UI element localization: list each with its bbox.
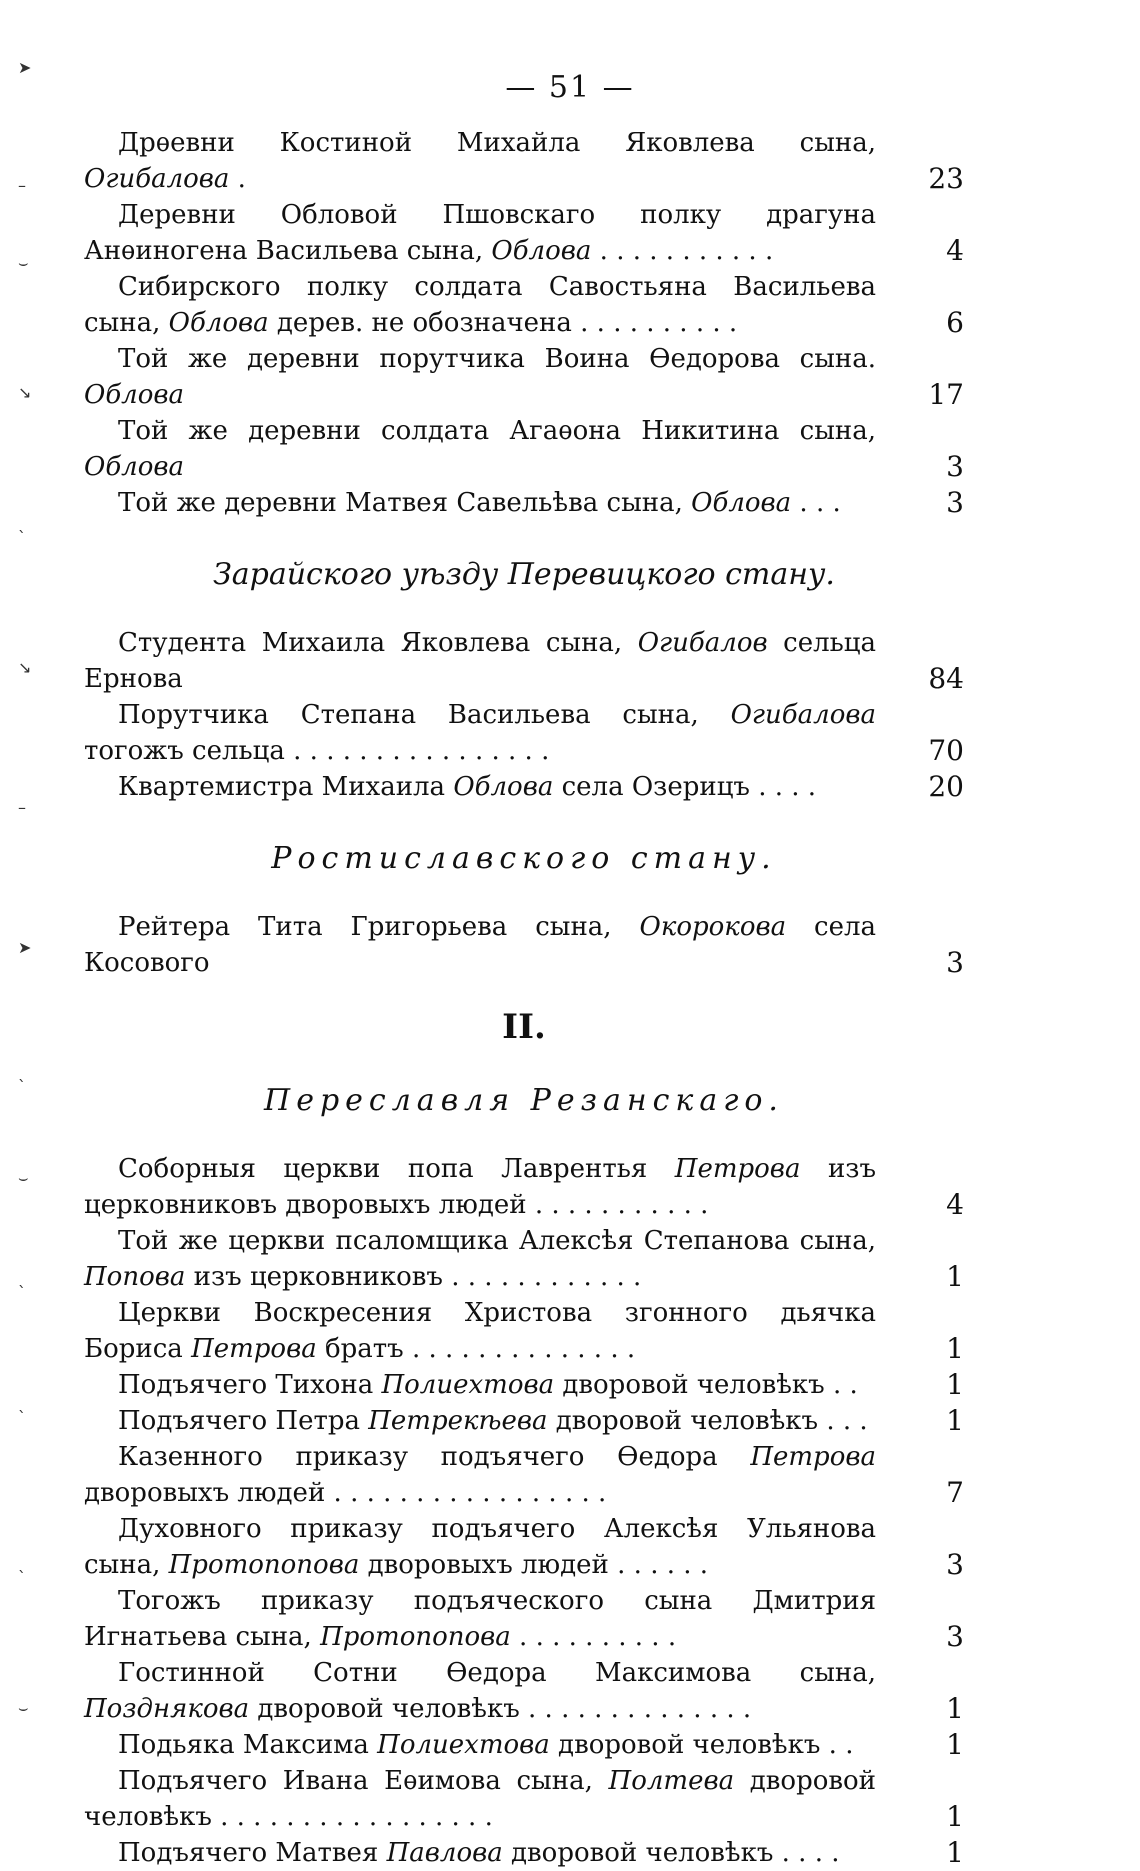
surname: Окорокова	[639, 912, 787, 942]
entry-text-part: дворовыхъ людей . . . . . .	[359, 1550, 709, 1580]
entry-text-part: дворовой человѣкъ . . . .	[502, 1838, 840, 1868]
entry-count: 17	[928, 378, 964, 411]
entry-text-part: дворовой человѣкъ . . . . . . . . . . . . . . . . .	[84, 1766, 876, 1832]
entry-text-part: Сибирского полку солдата Савостьяна Васильева сына,	[84, 272, 876, 338]
list-entry	[84, 697, 964, 769]
entry-text-part: сельца Ернова	[84, 628, 876, 694]
surname: Петрова	[674, 1154, 801, 1184]
section-heading-rostislav: Ростиславского стану.	[271, 841, 777, 876]
list-entry	[84, 1511, 964, 1583]
entry-count: 3	[946, 946, 964, 979]
list-entry	[84, 1223, 964, 1295]
entry-text-part: дерев. не обозначена . . . . . . . . . .	[268, 308, 738, 338]
entry-count: 1	[946, 1368, 964, 1401]
surname: Протопопова	[168, 1550, 360, 1580]
entry-count: 84	[928, 662, 964, 695]
entry-text-part: Той же церкви псаломщика Алексѣя Степанова сына,	[118, 1226, 876, 1256]
surname: Облова	[691, 488, 792, 518]
entry-count: 1	[946, 1800, 964, 1833]
margin-tick-icon: ↘	[18, 658, 32, 677]
entry-text-part: Тогожъ приказу подъяческого сына Дмитрия Игнатьева сына,	[84, 1586, 876, 1652]
margin-tick-icon: ⌣	[18, 1168, 29, 1187]
entry-text	[84, 625, 894, 697]
entry-count: 1	[946, 1692, 964, 1725]
entry-text	[84, 1295, 894, 1367]
entry-text-part: Духовного приказу подъячего Алексѣя Ульянова сына,	[84, 1514, 876, 1580]
entry-text-part: Дрѳевни Костиной Михайла Яковлева сына,	[118, 128, 876, 158]
entry-text-part: изъ церковниковъ дворовыхъ людей . . . . . . . . . . .	[84, 1154, 876, 1220]
entry-text	[84, 697, 894, 769]
entry-text-part: тогожъ сельца . . . . . . . . . . . . . . . .	[84, 736, 550, 766]
entry-text	[84, 1511, 894, 1583]
entry-text-part: Рейтера Тита Григорьева сына,	[118, 912, 640, 942]
entry-text-part: .	[229, 164, 246, 194]
entry-text-part: дворовой человѣкъ . . . . . . . . . . . . . .	[249, 1694, 752, 1724]
list-entry	[84, 1367, 964, 1403]
entry-text-part: Подъячего Тихона	[118, 1370, 382, 1400]
entry-text-part: Подъячего Ивана Еѳимова сына,	[118, 1766, 609, 1796]
entry-text	[84, 1367, 894, 1403]
entry-count: 20	[928, 770, 964, 803]
list-entry	[84, 1583, 964, 1655]
margin-tick-icon: ⌣	[18, 253, 29, 272]
entry-count: 3	[946, 1620, 964, 1653]
surname: Облова	[491, 236, 592, 266]
entry-count: 70	[928, 734, 964, 767]
surname: Облова	[84, 380, 185, 410]
entry-text	[84, 1583, 894, 1655]
surname: Петрова	[191, 1334, 317, 1364]
list-entry	[84, 1151, 964, 1223]
entry-text-part: дворовыхъ людей . . . . . . . . . . . . . . . . .	[84, 1478, 607, 1508]
surname: Петрова	[750, 1442, 876, 1472]
entry-text	[84, 125, 894, 197]
page-number: — 51 —	[505, 70, 635, 105]
surname: Огибалова	[84, 164, 230, 194]
margin-tick-icon: ↘	[18, 383, 32, 402]
margin-tick-icon: ⌣	[18, 1698, 29, 1717]
entry-text	[84, 1439, 894, 1511]
entry-text-part: Той же деревни Матвея Савельѣва сына,	[118, 488, 692, 518]
entry-text	[84, 341, 894, 413]
entry-text	[84, 1223, 894, 1295]
list-entry	[84, 1655, 964, 1727]
margin-arrow-icon: ➤	[18, 58, 32, 77]
surname: Полиехтова	[377, 1730, 550, 1760]
entry-count: 3	[946, 486, 964, 519]
entry-text-part: братъ . . . . . . . . . . . . . .	[316, 1334, 636, 1364]
entry-text	[84, 1835, 894, 1871]
entry-count: 3	[946, 1548, 964, 1581]
list-entry	[84, 341, 964, 413]
surname: Павлова	[386, 1838, 503, 1868]
margin-tick-icon: –	[18, 176, 26, 195]
entry-text-part: дворовой человѣкъ . .	[554, 1370, 858, 1400]
list-entry	[84, 1727, 964, 1763]
entry-count: 3	[946, 450, 964, 483]
entry-text	[84, 485, 894, 521]
entry-text	[84, 1655, 894, 1727]
entry-text-part: . . . . . . . . . .	[510, 1622, 677, 1652]
entry-text-part: Подъячего Матвея	[118, 1838, 387, 1868]
entry-count: 4	[946, 1188, 964, 1221]
entry-text	[84, 909, 894, 981]
margin-tick-icon: ˋ	[18, 1283, 26, 1302]
entry-text-part: села Косового	[84, 912, 876, 978]
section-heading-zaraisk: Зарайского уѣзду Перевицкого стану.	[213, 557, 835, 592]
list-entry	[84, 1439, 964, 1511]
entry-text-part: дворовой человѣкъ . . .	[547, 1406, 868, 1436]
surname: Петрекѣева	[368, 1406, 548, 1436]
roman-section-number: II.	[502, 1007, 546, 1047]
entry-text-part: Студента Михаила Яковлева сына,	[118, 628, 638, 658]
list-entry	[84, 769, 964, 805]
list-entry	[84, 1403, 964, 1439]
margin-tick-icon: –	[18, 798, 26, 817]
margin-tick-icon: ˋ	[18, 1408, 26, 1427]
section-heading-pereslavl: Переславля Резанскаго.	[264, 1083, 784, 1118]
entry-count: 4	[946, 234, 964, 267]
entry-count: 1	[946, 1260, 964, 1293]
entry-text-part: дворовой человѣкъ . .	[549, 1730, 854, 1760]
entry-text	[84, 1763, 894, 1835]
entry-text-part: Казенного приказу подъячего Ѳедора	[118, 1442, 751, 1472]
entry-text	[84, 1403, 894, 1439]
entry-text-part: . . .	[791, 488, 841, 518]
surname: Позднякова	[84, 1694, 250, 1724]
entry-count: 1	[946, 1332, 964, 1365]
entry-text-part: Той же деревни солдата Агаѳона Никитина сына,	[118, 416, 876, 446]
entry-text-part: Той же деревни порутчика Воина Ѳедорова сына.	[118, 344, 876, 374]
surname: Полиехтова	[381, 1370, 555, 1400]
surname: Попова	[84, 1262, 186, 1292]
surname: Полтева	[608, 1766, 735, 1796]
surname: Облова	[84, 452, 185, 482]
entry-text-part: Порутчика Степана Васильева сына,	[118, 700, 731, 730]
list-entry	[84, 269, 964, 341]
entry-count: 1	[946, 1728, 964, 1761]
entry-text-part: Деревни Обловой Пшовскаго полку драгуна Анѳиногена Васильева сына,	[84, 200, 876, 266]
list-entry	[84, 413, 964, 485]
entry-text-part: Подъячего Петра	[118, 1406, 369, 1436]
margin-arrow-icon: ➤	[18, 938, 32, 957]
page-content	[84, 125, 964, 1871]
entry-text	[84, 269, 894, 341]
entry-count: 7	[946, 1476, 964, 1509]
margin-marks	[18, 0, 48, 1763]
surname: Огибалова	[730, 700, 876, 730]
surname: Огибалов	[637, 628, 768, 658]
list-entry	[84, 1295, 964, 1367]
margin-tick-icon: ˎ	[18, 1063, 26, 1082]
entry-text	[84, 413, 894, 485]
list-entry	[84, 125, 964, 197]
entry-text	[84, 769, 894, 805]
entry-count: 23	[928, 162, 964, 195]
entry-text	[84, 1727, 894, 1763]
surname: Облова	[453, 772, 554, 802]
entry-text-part: Гостинной Сотни Ѳедора Максимова сына,	[118, 1658, 876, 1688]
entry-text-part: . . . . . . . . . . .	[591, 236, 774, 266]
entry-text-part: изъ церковниковъ . . . . . . . . . . . .	[185, 1262, 642, 1292]
margin-tick-icon: ˋ	[18, 528, 26, 547]
list-entry	[84, 197, 964, 269]
entry-text-part: Квартемистра Михаила	[118, 772, 454, 802]
list-entry	[84, 1835, 964, 1871]
surname: Протопопова	[320, 1622, 511, 1652]
margin-tick-icon: ˋ	[18, 1568, 26, 1587]
entry-text-part: Соборныя церкви попа Лаврентья	[118, 1154, 675, 1184]
entry-text-part: Подьяка Максима	[118, 1730, 378, 1760]
entry-text-part: села Озерицъ . . . .	[553, 772, 817, 802]
entry-count: 1	[946, 1836, 964, 1869]
entry-text	[84, 1151, 894, 1223]
entry-count: 1	[946, 1404, 964, 1437]
list-entry	[84, 909, 964, 981]
list-entry	[84, 485, 964, 521]
entry-text	[84, 197, 894, 269]
surname: Облова	[168, 308, 269, 338]
list-entry	[84, 1763, 964, 1835]
entry-text-part: Церкви Воскресения Христова згонного дьячка Бориса	[84, 1298, 876, 1364]
list-entry	[84, 625, 964, 697]
entry-count: 6	[946, 306, 964, 339]
